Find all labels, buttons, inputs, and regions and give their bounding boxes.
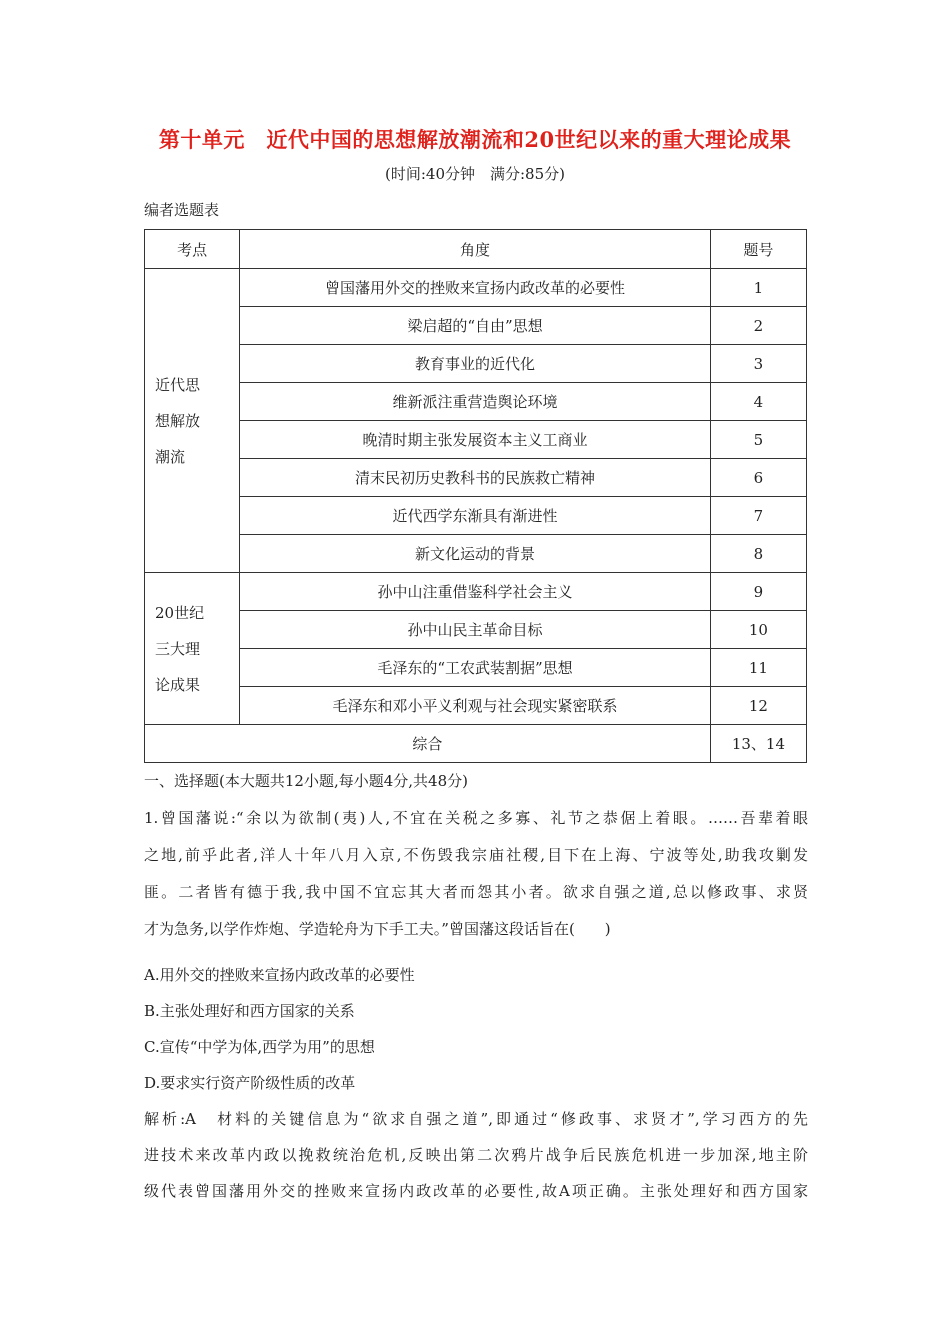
number-cell: 9 (710, 573, 806, 611)
option-b: B.主张处理好和西方国家的关系 (144, 1002, 355, 1020)
topic-line: 潮流 (155, 447, 186, 466)
number-cell: 8 (710, 535, 806, 573)
angle-cell: 毛泽东和邓小平义利观与社会现实紧密联系 (240, 687, 711, 725)
analysis-line: 级代表曾国藩用外交的挫败来宣扬内政改革的必要性,故A项正确。主张处理好和西方国家 (144, 1182, 808, 1200)
number-cell: 2 (710, 307, 806, 345)
number-cell: 4 (710, 383, 806, 421)
topic-cell-20th-century-theories (145, 573, 240, 725)
page-title: 第十单元 近代中国的思想解放潮流和20世纪以来的重大理论成果 (158, 127, 792, 152)
table-row (145, 345, 807, 383)
table-row (145, 269, 807, 307)
table-summary-row (145, 725, 807, 763)
option-c: C.宣传“中学为体,西学为用”的思想 (144, 1038, 375, 1056)
table-row (145, 687, 807, 725)
question-text-line: 之地,前乎此者,洋人十年八月入京,不伤毁我宗庙社稷,目下在上海、宁波等处,助我攻剿发 (144, 846, 808, 864)
number-cell: 3 (710, 345, 806, 383)
section-heading: 一、选择题(本大题共12小题,每小题4分,共48分) (144, 772, 468, 790)
table-header-row (145, 230, 807, 269)
summary-label-cell: 综合 (145, 725, 711, 763)
angle-cell: 曾国藩用外交的挫败来宣扬内政改革的必要性 (240, 269, 711, 307)
topic-line: 论成果 (155, 675, 201, 694)
analysis-line: 进技术来改革内政以挽救统治危机,反映出第二次鸦片战争后民族危机进一步加深,地主阶 (144, 1146, 808, 1164)
number-cell: 12 (710, 687, 806, 725)
topic-selection-table (144, 229, 807, 763)
topic-line: 近代思 (155, 375, 201, 394)
number-cell: 10 (710, 611, 806, 649)
angle-cell: 近代西学东渐具有渐进性 (240, 497, 711, 535)
exam-time-score: (时间:40分钟 满分:85分) (385, 165, 565, 183)
option-d: D.要求实行资产阶级性质的改革 (144, 1074, 356, 1092)
topic-cell-modern-thought (145, 269, 240, 573)
number-cell: 11 (710, 649, 806, 687)
topic-line: 20世纪 (155, 603, 205, 622)
angle-cell: 孙中山注重借鉴科学社会主义 (240, 573, 711, 611)
table-caption: 编者选题表 (144, 201, 220, 219)
angle-cell: 晚清时期主张发展资本主义工商业 (240, 421, 711, 459)
angle-cell: 梁启超的“自由”思想 (240, 307, 711, 345)
question-text-line: 1.曾国藩说:“余以为欲制(夷)人,不宜在关税之多寡、礼节之恭倨上着眼。……吾辈着眼 (144, 809, 808, 827)
angle-cell: 维新派注重营造舆论环境 (240, 383, 711, 421)
angle-cell: 教育事业的近代化 (240, 345, 711, 383)
question-text-line: 才为急务,以学作炸炮、学造轮舟为下手工夫。”曾国藩这段话旨在( ) (144, 920, 611, 938)
number-cell: 6 (710, 459, 806, 497)
summary-number-cell: 13、14 (710, 725, 806, 763)
table-row (145, 535, 807, 573)
header-angle: 角度 (240, 230, 711, 269)
angle-cell: 清末民初历史教科书的民族救亡精神 (240, 459, 711, 497)
table-row (145, 383, 807, 421)
table-row (145, 497, 807, 535)
analysis-line: 解析:A 材料的关键信息为“欲求自强之道”,即通过“修政事、求贤才”,学习西方的先 (144, 1110, 808, 1128)
angle-cell: 孙中山民主革命目标 (240, 611, 711, 649)
number-cell: 5 (710, 421, 806, 459)
table-row (145, 573, 807, 611)
topic-line: 想解放 (155, 411, 201, 430)
option-a: A.用外交的挫败来宣扬内政改革的必要性 (144, 966, 415, 984)
number-cell: 7 (710, 497, 806, 535)
header-number: 题号 (710, 230, 806, 269)
table-row (145, 649, 807, 687)
table-row (145, 459, 807, 497)
number-cell: 1 (710, 269, 806, 307)
topic-line: 三大理 (155, 639, 201, 658)
table-row (145, 307, 807, 345)
table-row (145, 611, 807, 649)
header-topic: 考点 (145, 230, 240, 269)
angle-cell: 毛泽东的“工农武装割据”思想 (240, 649, 711, 687)
table-row (145, 421, 807, 459)
angle-cell: 新文化运动的背景 (240, 535, 711, 573)
question-text-line: 匪。二者皆有德于我,我中国不宜忘其大者而怨其小者。欲求自强之道,总以修政事、求贤 (144, 883, 808, 901)
